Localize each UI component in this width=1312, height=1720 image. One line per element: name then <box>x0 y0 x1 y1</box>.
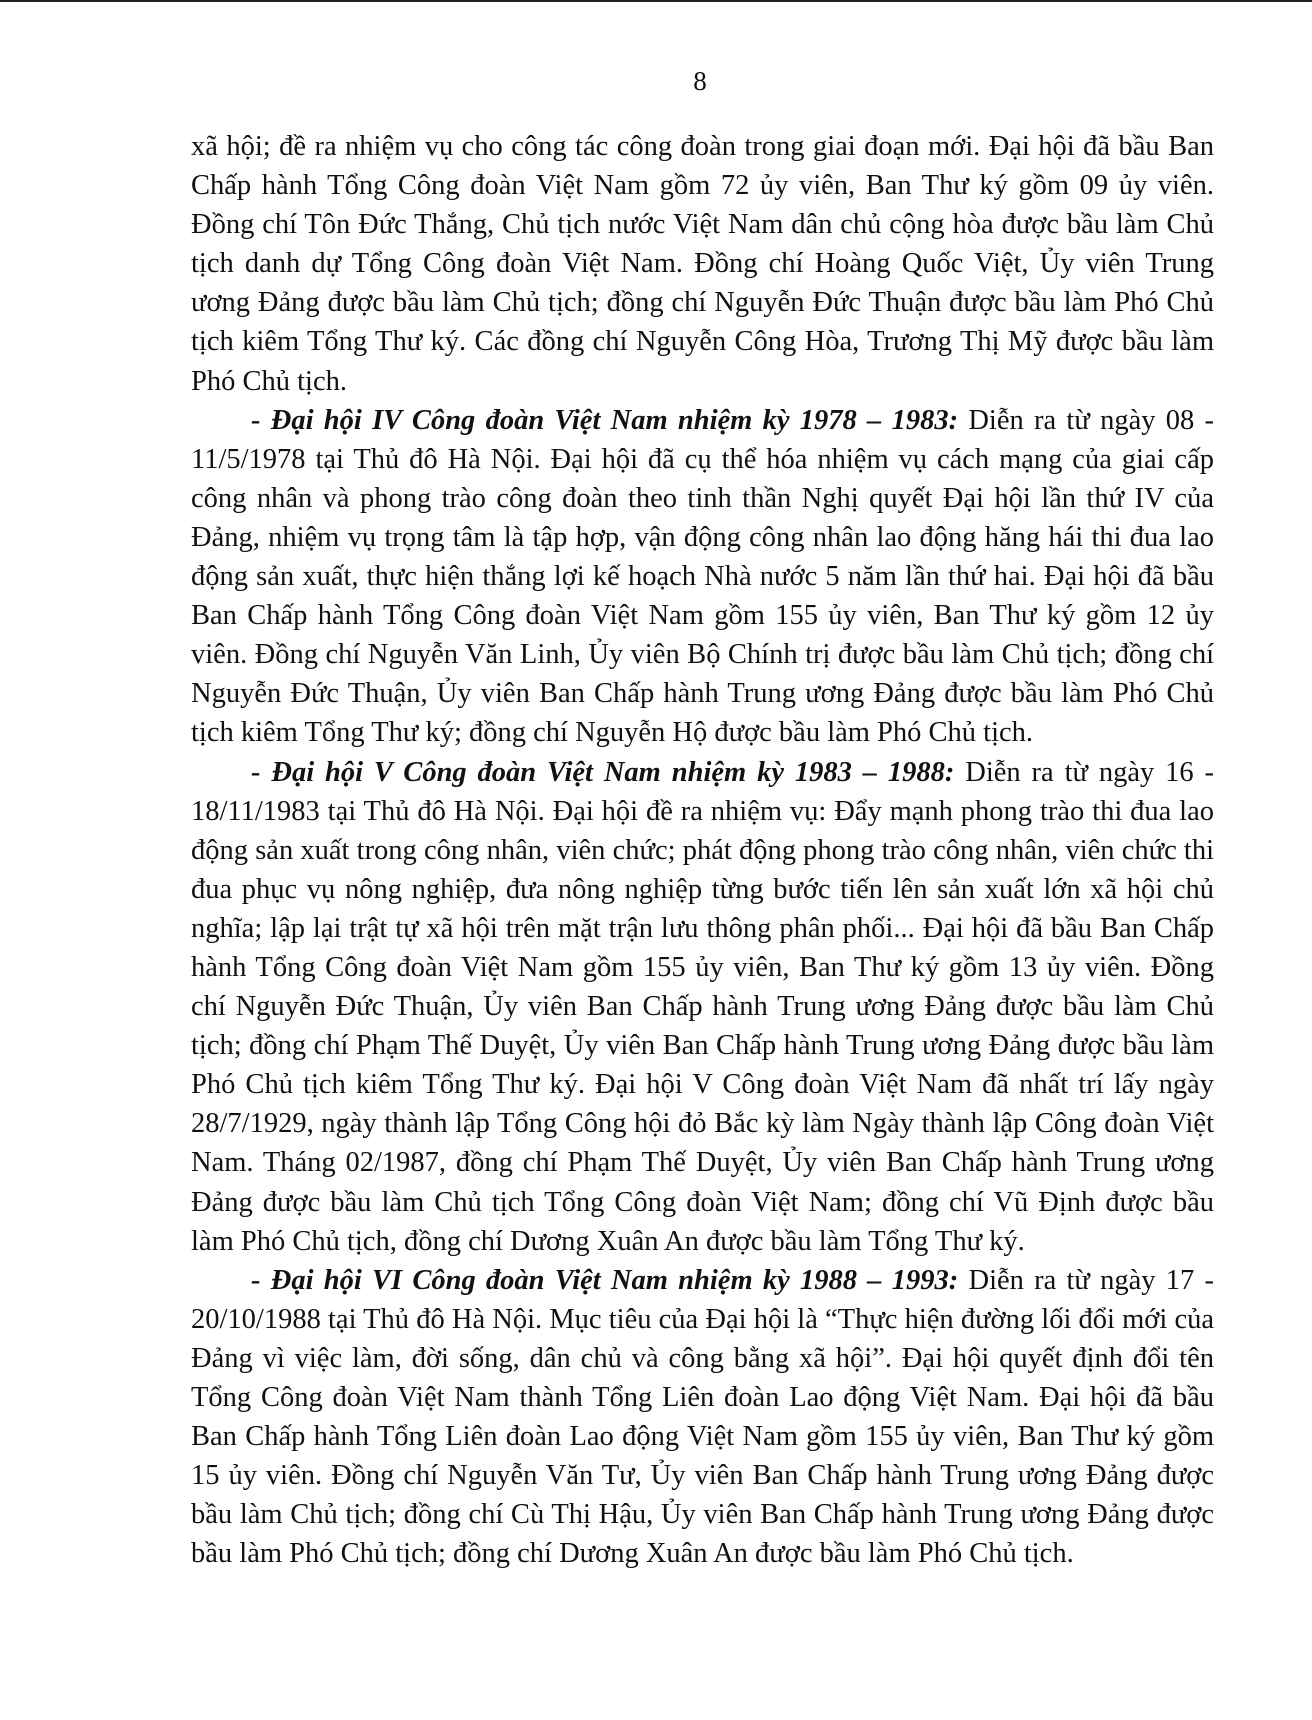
paragraph-congress-iv <box>191 401 1214 753</box>
paragraph-continuation <box>191 127 1214 401</box>
document-body <box>191 127 1214 1573</box>
page-number: 8 <box>693 66 707 96</box>
paragraph-text: Diễn ra từ ngày 16 - 18/11/1983 tại Thủ đô Hà Nội. Đại hội đề ra nhiệm vụ: Đẩy mạnh phong trào thi đua lao động sản xuất trong công nhân, viên chức; phát động phong trào công nhân, viên chức thi đua phục vụ nông nghiệp, đưa nông nghiệp từng bước tiến lên sản xuất lớn xã hội chủ nghĩa; lập lại trật tự xã hội trên mặt trận lưu thông phân phối... Đại hội đã bầu Ban Chấp hành Tổng Công đoàn Việt Nam gồm 155 ủy viên, Ban Thư ký gồm 13 ủy viên. Đồng chí Nguyễn Đức Thuận, Ủy viên Ban Chấp hành Trung ương Đảng được bầu làm Chủ tịch; đồng chí Phạm Thế Duyệt, Ủy viên Ban Chấp hành Trung ương Đảng được bầu làm Phó Chủ tịch kiêm Tổng Thư ký. Đại hội V Công đoàn Việt Nam đã nhất trí lấy ngày 28/7/1929, ngày thành lập Tổng Công hội đỏ Bắc kỳ làm Ngày thành lập Công đoàn Việt Nam. Tháng 02/1987, đồng chí Phạm Thế Duyệt, Ủy viên Ban Chấp hành Trung ương Đảng được bầu làm Chủ tịch Tổng Công đoàn Việt Nam; đồng chí Vũ Định được bầu làm Phó Chủ tịch, đồng chí Dương Xuân An được bầu làm Tổng Thư ký. <box>191 756 1214 1257</box>
top-border-line <box>0 0 1312 2</box>
paragraph-text: xã hội; đề ra nhiệm vụ cho công tác công đoàn trong giai đoạn mới. Đại hội đã bầu Ban Chấp hành Tổng Công đoàn Việt Nam gồm 72 ủy viên, Ban Thư ký gồm 09 ủy viên. Đồng chí Tôn Đức Thắng, Chủ tịch nước Việt Nam dân chủ cộng hòa được bầu làm Chủ tịch danh dự Tổng Công đoàn Việt Nam. Đồng chí Hoàng Quốc Việt, Ủy viên Trung ương Đảng được bầu làm Chủ tịch; đồng chí Nguyễn Đức Thuận được bầu làm Phó Chủ tịch kiêm Tổng Thư ký. Các đồng chí Nguyễn Công Hòa, Trương Thị Mỹ được bầu làm Phó Chủ tịch. <box>191 131 1214 397</box>
paragraph-text: Diễn ra từ ngày 08 - 11/5/1978 tại Thủ đô Hà Nội. Đại hội đã cụ thể hóa nhiệm vụ cách mạng của giai cấp công nhân và phong trào công đoàn theo tinh thần Nghị quyết Đại hội lần thứ IV của Đảng, nhiệm vụ trọng tâm là tập hợp, vận động công nhân lao động hăng hái thi đua lao động sản xuất, thực hiện thắng lợi kế hoạch Nhà nước 5 năm lần thứ hai. Đại hội đã bầu Ban Chấp hành Tổng Công đoàn Việt Nam gồm 155 ủy viên, Ban Thư ký gồm 12 ủy viên. Đồng chí Nguyễn Văn Linh, Ủy viên Bộ Chính trị được bầu làm Chủ tịch; đồng chí Nguyễn Đức Thuận, Ủy viên Ban Chấp hành Trung ương Đảng được bầu làm Phó Chủ tịch kiêm Tổng Thư ký; đồng chí Nguyễn Hộ được bầu làm Phó Chủ tịch. <box>191 404 1215 749</box>
paragraph-congress-vi <box>191 1261 1214 1574</box>
paragraph-congress-v <box>191 753 1214 1261</box>
paragraph-heading: - Đại hội VI Công đoàn Việt Nam nhiệm kỳ 1988 – 1993: <box>251 1264 959 1296</box>
paragraph-heading: - Đại hội IV Công đoàn Việt Nam nhiệm kỳ 1978 – 1983: <box>251 404 959 436</box>
paragraph-heading: - Đại hội V Công đoàn Việt Nam nhiệm kỳ 1983 – 1988: <box>251 756 955 788</box>
paragraph-text: Diễn ra từ ngày 17 - 20/10/1988 tại Thủ đô Hà Nội. Mục tiêu của Đại hội là “Thực hiện đường lối đổi mới của Đảng vì việc làm, đời sống, dân chủ và công bằng xã hội”. Đại hội quyết định đổi tên Tổng Công đoàn Việt Nam thành Tổng Liên đoàn Lao động Việt Nam. Đại hội đã bầu Ban Chấp hành Tổng Liên đoàn Lao động Việt Nam gồm 155 ủy viên, Ban Thư ký gồm 15 ủy viên. Đồng chí Nguyễn Văn Tư, Ủy viên Ban Chấp hành Trung ương Đảng được bầu làm Chủ tịch; đồng chí Cù Thị Hậu, Ủy viên Ban Chấp hành Trung ương Đảng được bầu làm Phó Chủ tịch; đồng chí Dương Xuân An được bầu làm Phó Chủ tịch. <box>191 1264 1215 1570</box>
